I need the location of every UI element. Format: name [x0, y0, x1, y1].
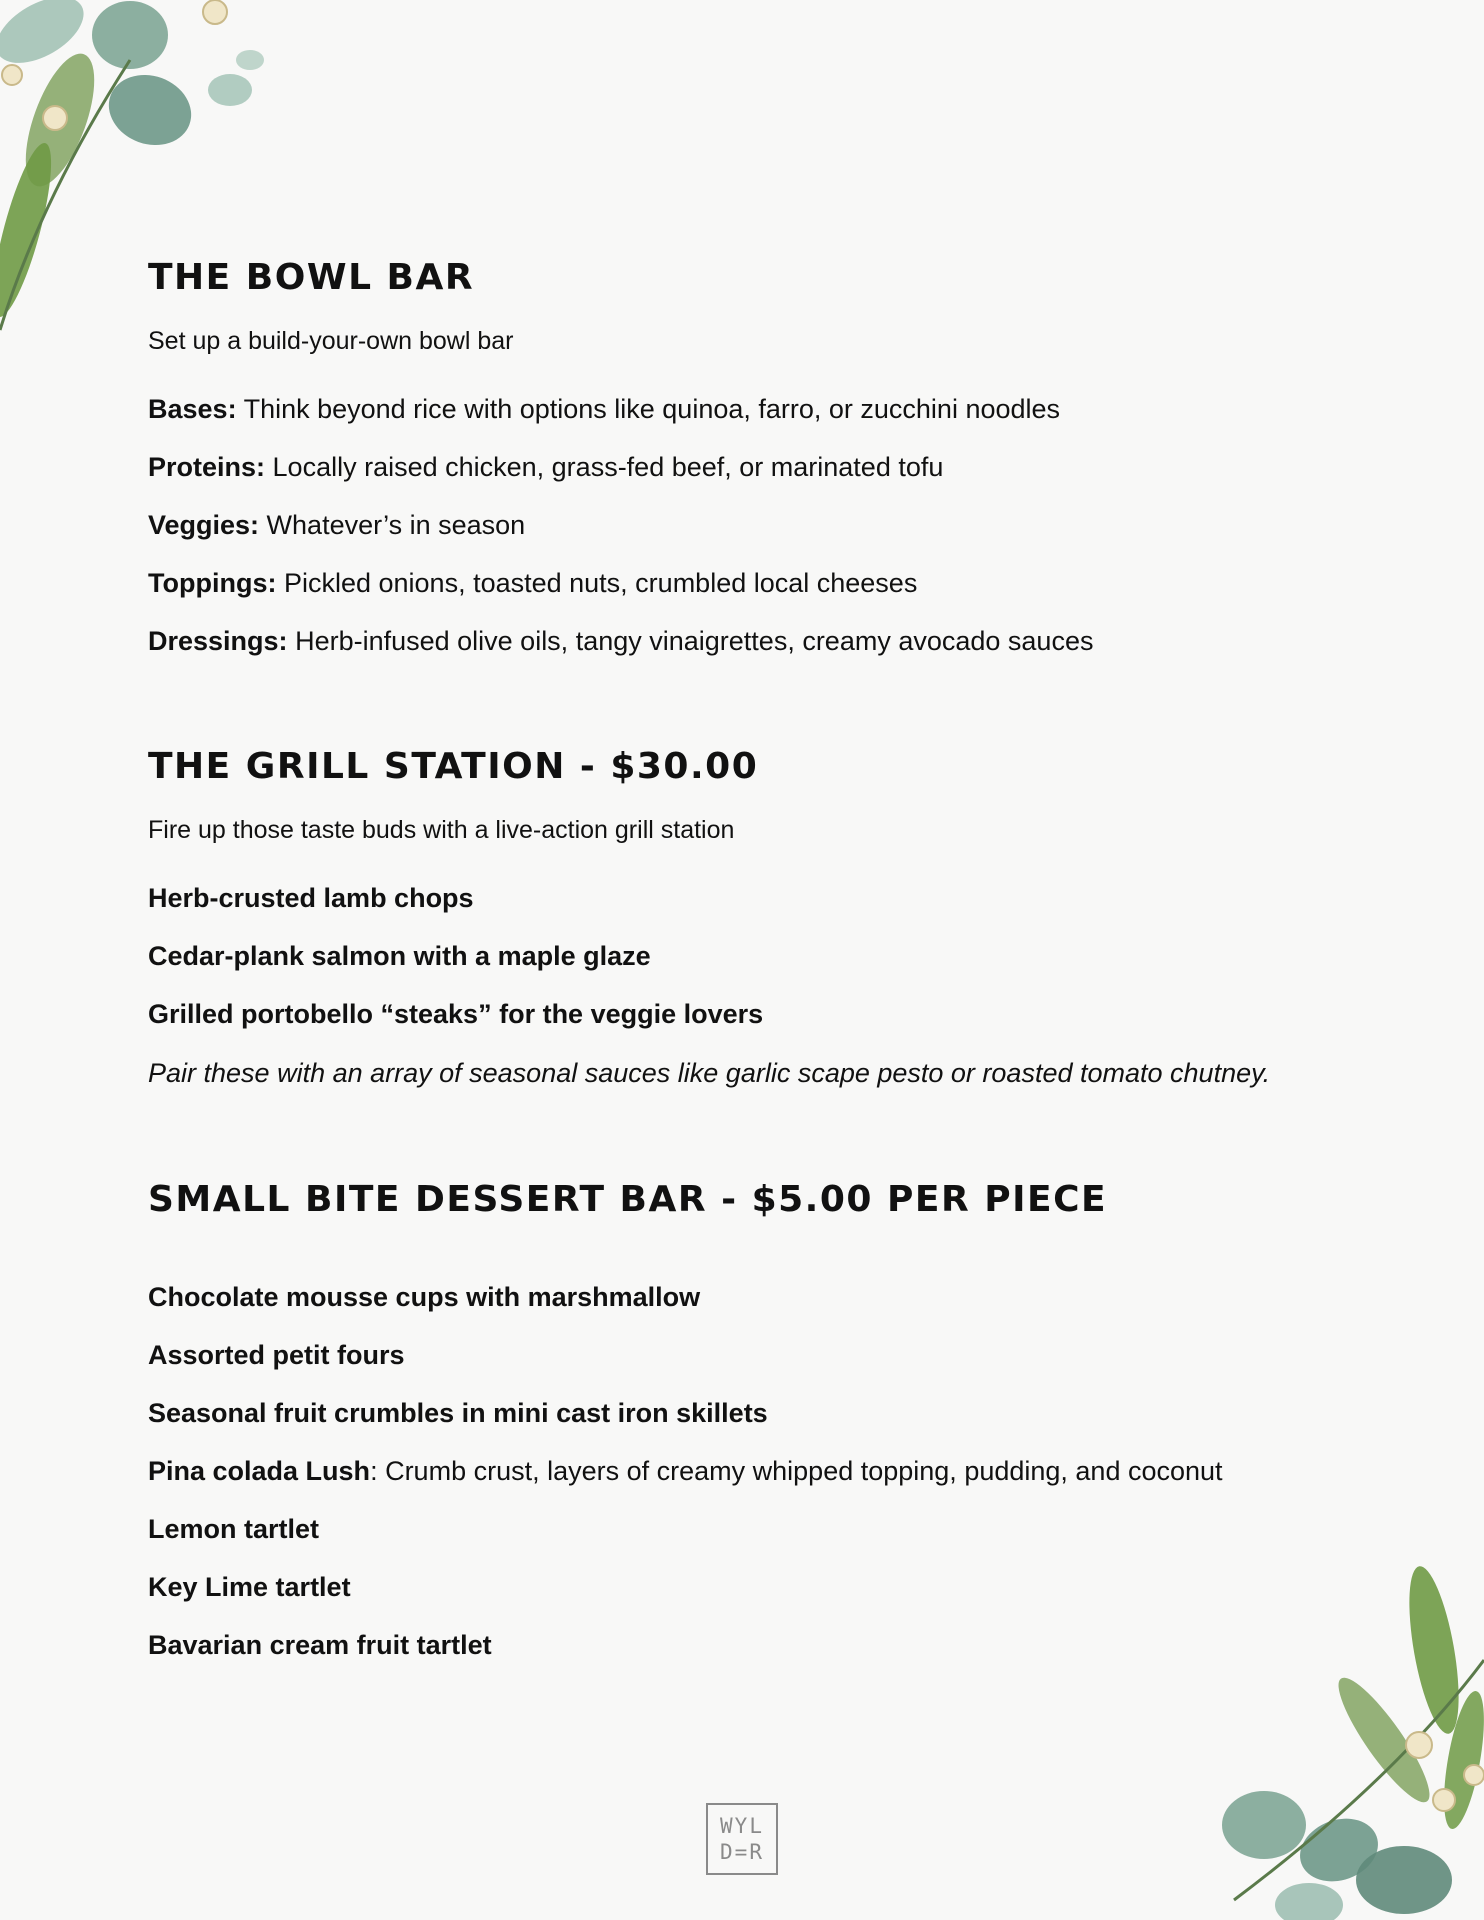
item-label: Dressings:: [148, 626, 288, 656]
grill-station-note: Pair these with an array of seasonal sauces like garlic scape pesto or roasted tomato chutney.: [148, 1058, 1271, 1088]
section-intro-grill-station: Fire up those taste buds with a live-action grill station: [148, 816, 735, 844]
menu-item-lamb-chops: [148, 869, 1270, 927]
item-label: Lemon tartlet: [148, 1514, 320, 1544]
menu-item-portobello-steaks: [148, 985, 1270, 1043]
grill-station-section: [148, 739, 1270, 1103]
menu-item-proteins: [148, 438, 1093, 496]
wylder-logo: [706, 1803, 778, 1875]
menu-item-pina-colada-lush: [148, 1442, 1223, 1500]
section-title-grill-station: THE GRILL STATION - $30.00: [148, 746, 759, 787]
menu-item-veggies: [148, 496, 1093, 554]
section-title-bowl-bar: THE BOWL BAR: [148, 257, 475, 298]
bowl-bar-section: [148, 250, 1093, 670]
item-label: Key Lime tartlet: [148, 1572, 351, 1602]
item-description: : Crumb crust, layers of creamy whipped topping, pudding, and coconut: [370, 1456, 1223, 1486]
menu-item-bavarian-cream-tartlet: [148, 1616, 1223, 1674]
menu-item-bases: [148, 380, 1093, 438]
logo-line-2: D=R: [720, 1840, 764, 1864]
item-description: Herb-infused olive oils, tangy vinaigrettes, creamy avocado sauces: [287, 626, 1094, 656]
item-label: Bases:: [148, 394, 237, 424]
menu-item-lemon-tartlet: [148, 1500, 1223, 1558]
item-description: Pickled onions, toasted nuts, crumbled local cheeses: [276, 568, 918, 598]
menu-item-dressings: [148, 612, 1093, 670]
item-label: Bavarian cream fruit tartlet: [148, 1630, 492, 1660]
item-label: Proteins:: [148, 452, 266, 482]
item-label: Seasonal fruit crumbles in mini cast iron skillets: [148, 1398, 768, 1428]
item-label: Pina colada Lush: [148, 1456, 371, 1486]
logo-line-1: WYL: [720, 1814, 764, 1838]
item-label: Cedar-plank salmon with a maple glaze: [148, 941, 651, 971]
item-label: Chocolate mousse cups with marshmallow: [148, 1282, 701, 1312]
section-intro-bowl-bar: Set up a build-your-own bowl bar: [148, 327, 514, 355]
item-label: Assorted petit fours: [148, 1340, 405, 1370]
item-label: Toppings:: [148, 568, 277, 598]
menu-item-fruit-crumbles: [148, 1384, 1223, 1442]
item-label: Grilled portobello “steaks” for the veggie lovers: [148, 999, 764, 1029]
menu-item-key-lime-tartlet: [148, 1558, 1223, 1616]
menu-item-cedar-plank-salmon: [148, 927, 1270, 985]
item-label: Herb-crusted lamb chops: [148, 883, 474, 913]
menu-item-petit-fours: [148, 1326, 1223, 1384]
item-label: Veggies:: [148, 510, 260, 540]
item-description: Think beyond rice with options like quinoa, farro, or zucchini noodles: [236, 394, 1061, 424]
item-description: Whatever’s in season: [259, 510, 526, 540]
menu-item-chocolate-mousse: [148, 1268, 1223, 1326]
eucalyptus-decoration-bottom: [1194, 1560, 1484, 1920]
menu-item-toppings: [148, 554, 1093, 612]
dessert-bar-section: [148, 1172, 1223, 1674]
item-description: Locally raised chicken, grass-fed beef, or marinated tofu: [265, 452, 944, 482]
section-title-dessert-bar: SMALL BITE DESSERT BAR - $5.00 PER PIECE: [148, 1179, 1108, 1220]
